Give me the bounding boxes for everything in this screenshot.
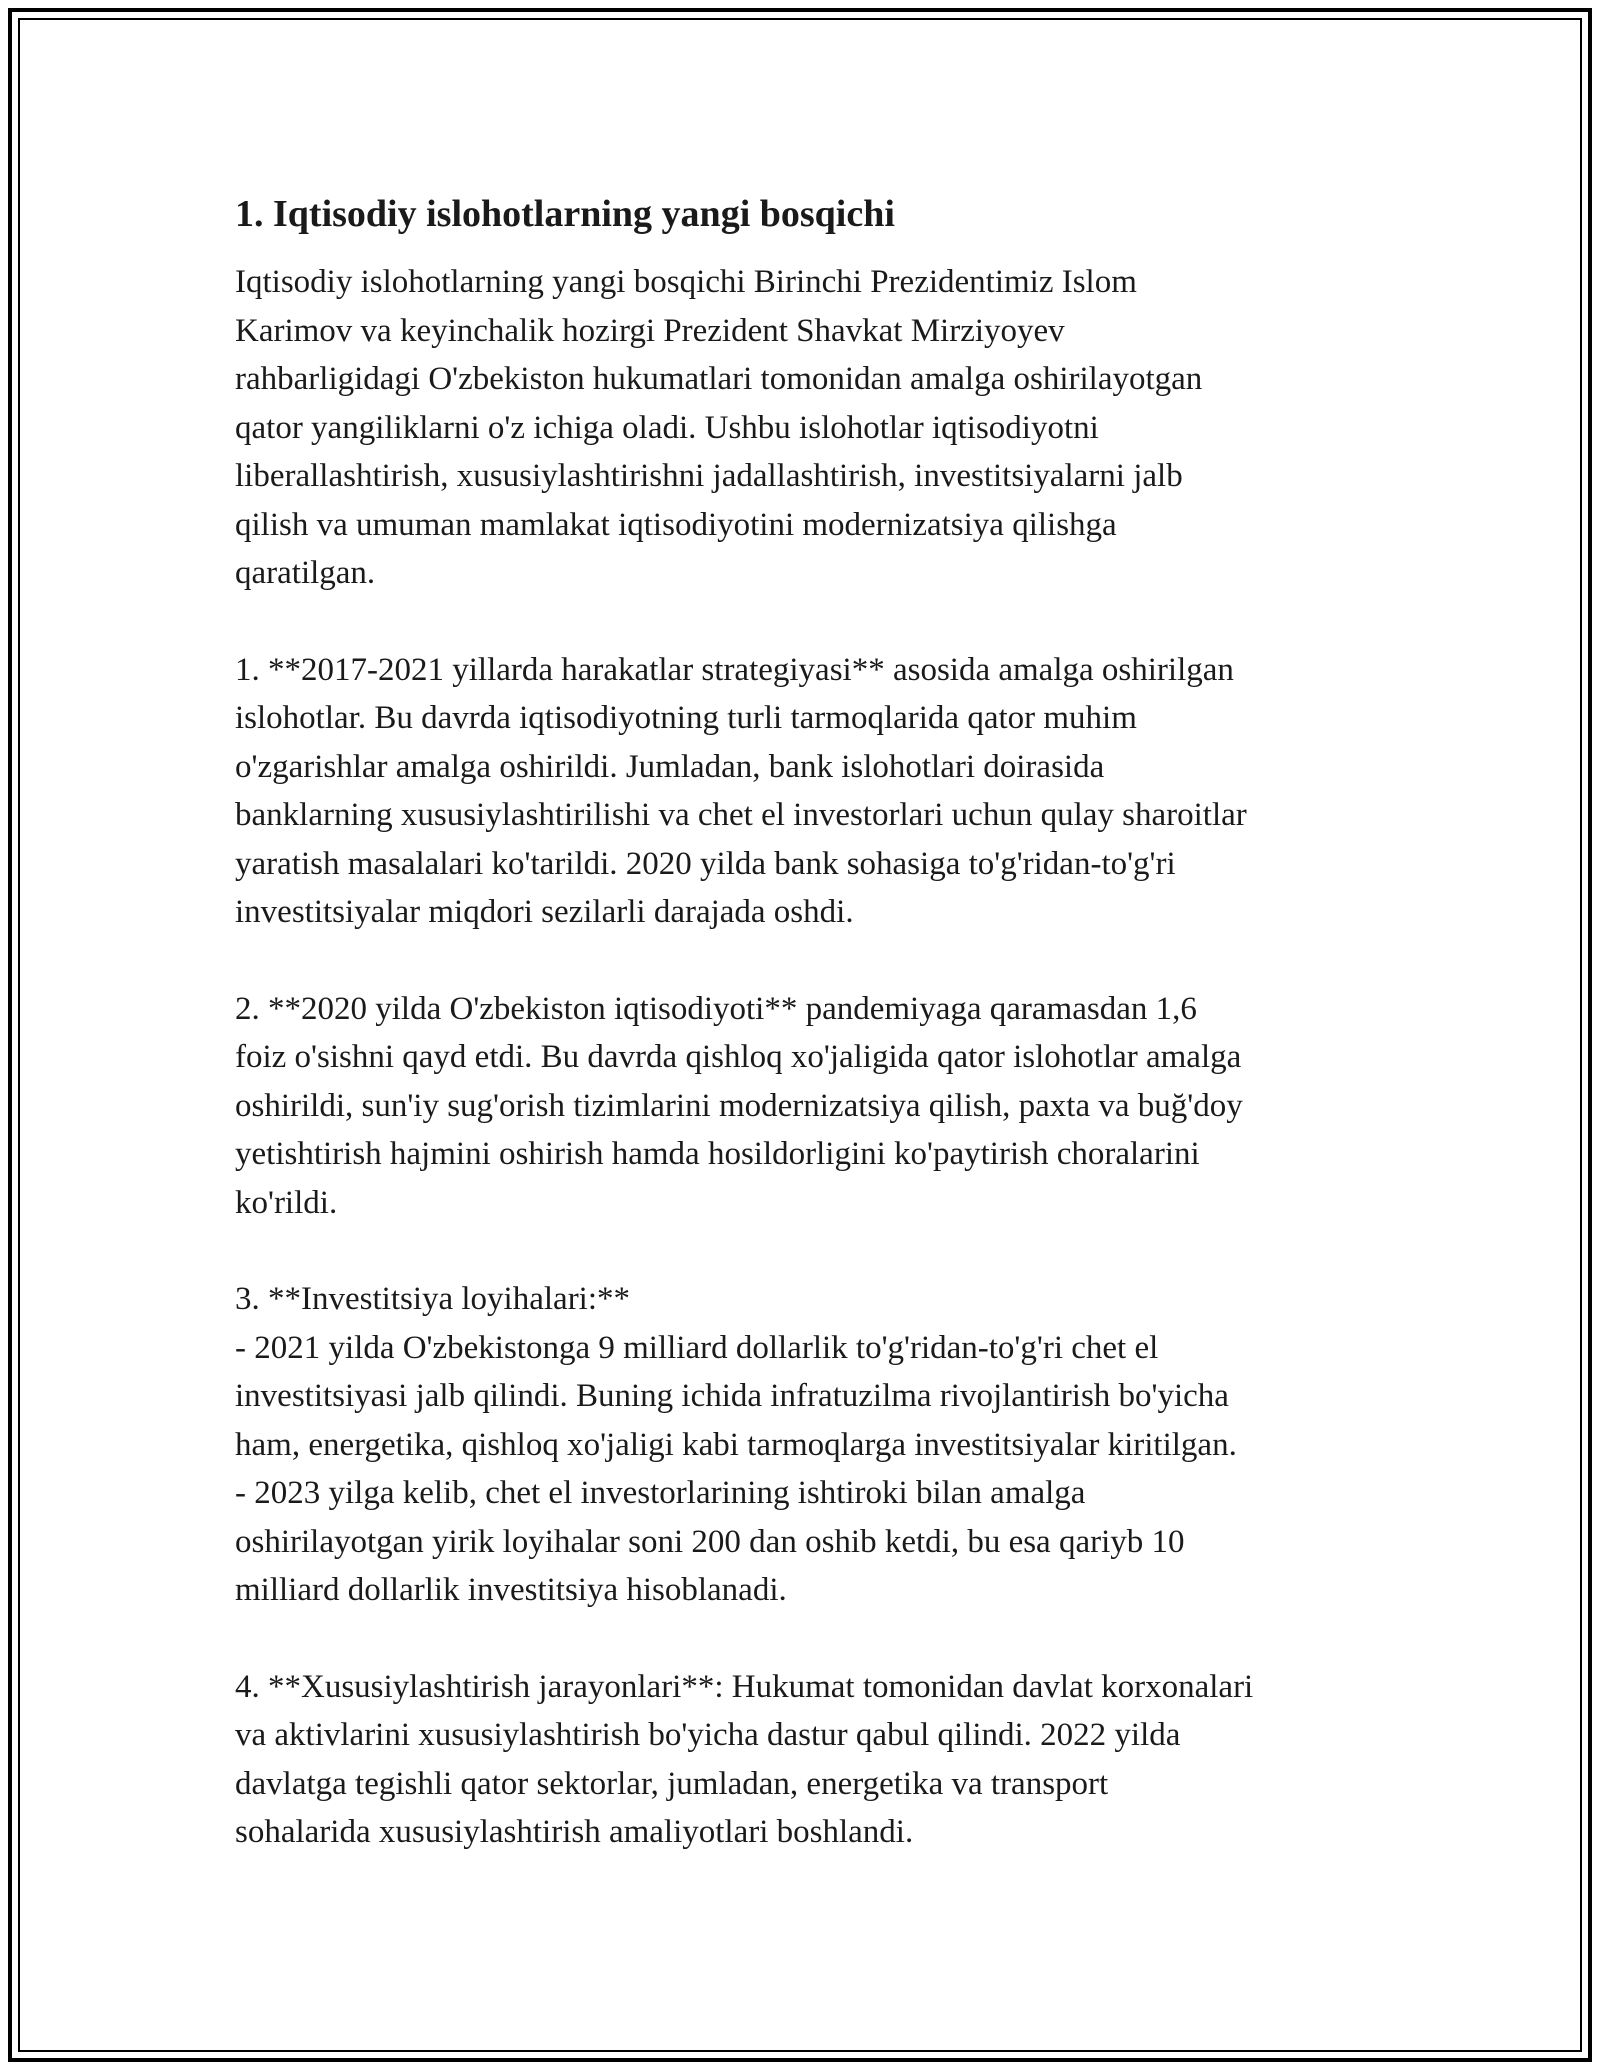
paragraph-economy-2020: 2. **2020 yilda O'zbekiston iqtisodiyoti** pandemiyaga qaramasdan 1,6 foiz o'sishni qayd etdi. Bu davrda qishloq xo'jaligida qator islohotlar amalga oshirildi, sun'iy sug'orish tizimlarini modernizatsiya qilish, paxta va buğ'doy yetishtirish hajmini oshirish hamda hosildorligini ko'paytirish choralarini ko'rildi. [235,990,1243,1221]
paragraph-investment-projects: 3. **Investitsiya loyihalari:** - 2021 yilda O'zbekistonga 9 milliard dollarlik to'g'ridan-to'g'ri chet el investitsiyasi jalb qilindi. Buning ichida infratuzilma rivojlantirish bo'yicha ham, energetika, qishloq xo'jaligi kabi tarmoqlarga investitsiyalar kiritilgan. - 2023 yilga kelib, chet el investorlarining ishtiroki bilan amalga oshirilayotgan yirik loyihalar soni 200 dan oshib ketdi, bu esa qariyb 10 milliard dollarlik investitsiya hisoblanadi. [235,1281,1237,1608]
intro-paragraph: Iqtisodiy islohotlarning yangi bosqichi Birinchi Prezidentimiz Islom Karimov va keyinchalik hozirgi Prezident Shavkat Mirziyoyev rahbarligidagi O'zbekiston hukumatlari tomonidan amalga oshirilayotgan qator yangiliklarni o'z ichiga oladi. Ushbu islohotlar iqtisodiyotni liberallashtirish, xususiylashtirishni jadallashtirish, investitsiyalarni jalb qilish va umuman mamlakat iqtisodiyotini modernizatsiya qilishga qaratilgan. [235,264,1203,591]
paragraph-privatization: 4. **Xususiylashtirish jarayonlari**: Hukumat tomonidan davlat korxonalari va aktivlarini xususiylashtirish bo'yicha dastur qabul qilindi. 2022 yilda davlatga tegishli qator sektorlar, jumladan, energetika va transport sohalarida xususiylashtirish amaliyotlari boshlandi. [235,1668,1254,1850]
section-heading: 1. Iqtisodiy islohotlarning yangi bosqichi [235,193,895,235]
paragraph-strategy-2017-2021: 1. **2017-2021 yillarda harakatlar strategiyasi** asosida amalga oshirilgan islohotlar. Bu davrda iqtisodiyotning turli tarmoqlarida qator muhim o'zgarishlar amalga oshirildi. Jumladan, bank islohotlari doirasida banklarning xususiylashtirilishi va chet el investorlari uchun qulay sharoitlar yaratish masalalari ko'tarildi. 2020 yilda bank sohasiga to'g'ridan-to'g'ri investitsiyalar miqdori sezilarli darajada oshdi. [235,651,1247,930]
document-body [235,188,1375,1905]
